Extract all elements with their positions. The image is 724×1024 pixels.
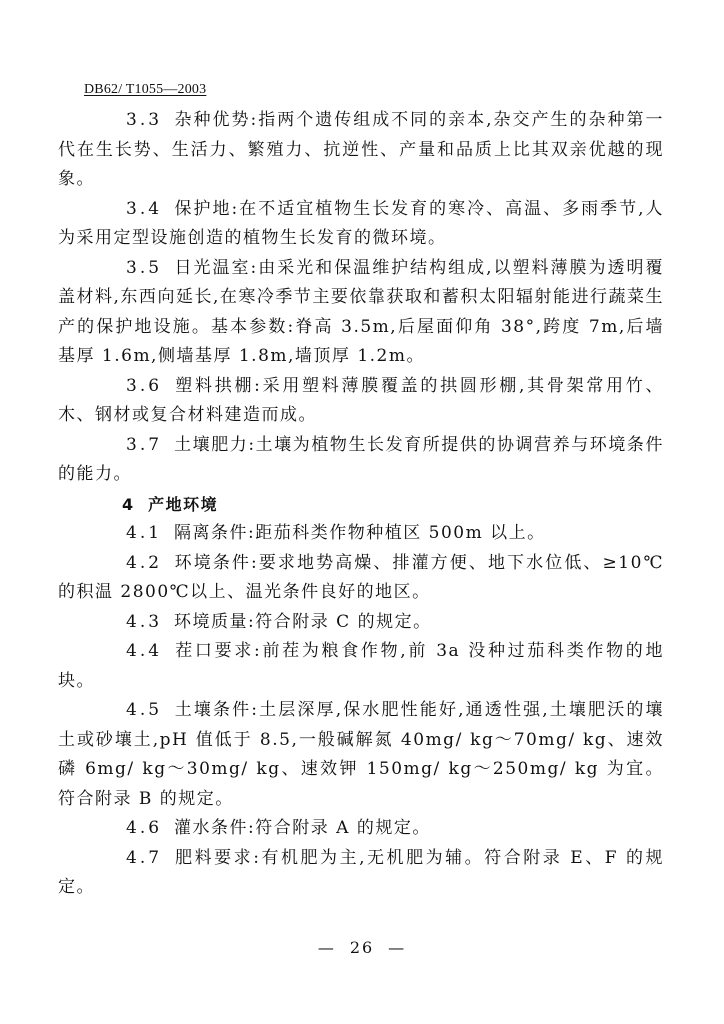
page-footer	[0, 938, 724, 957]
clause-text: 灌水条件:符合附录 A 的规定。	[174, 818, 431, 838]
section-number: 4	[122, 494, 137, 514]
clause-4-1	[58, 519, 664, 549]
clause-number: 3.4	[126, 198, 163, 219]
document-body	[58, 106, 664, 903]
clause-text: 隔离条件:距茄科类作物种植区 500m 以上。	[174, 523, 546, 543]
clause-3-5	[58, 254, 664, 372]
clause-text: 杂种优势:指两个遗传组成不同的亲本,杂交产生的杂种第一代在生长势、生活力、繁殖力、抗逆性、产量和品质上比其双亲优越的现象。	[58, 110, 664, 189]
footer-dash-left: —	[317, 938, 336, 957]
section-heading-4	[58, 490, 664, 520]
clause-number: 4.4	[126, 641, 163, 661]
clause-number: 4.7	[126, 847, 163, 868]
clause-text: 保护地:在不适宜植物生长发育的寒冷、高温、多雨季节,人为采用定型设施创造的植物生长发育的微环境。	[58, 198, 664, 248]
clause-text: 茬口要求:前茬为粮食作物,前 3a 没种过茄科类作物的地块。	[58, 641, 664, 691]
clause-number: 4.6	[126, 818, 163, 838]
clause-number: 4.5	[126, 700, 163, 720]
clause-number: 4.1	[126, 523, 163, 543]
clause-4-6	[58, 814, 664, 844]
clause-4-7	[58, 844, 664, 903]
clause-text: 日光温室:由采光和保温维护结构组成,以塑料薄膜为透明覆盖材料,东西向延长,在寒冷季节主要依靠获取和蓄积太阳辐射能进行蔬菜生产的保护地设施。基本参数:脊高 3.5m,后屋面仰角 38°,跨度 7m,后墙基厚 1.6m,侧墙基厚 1.8m,墙顶厚 1.2m。	[58, 257, 664, 366]
clause-3-7	[58, 431, 664, 490]
footer-dash-right: —	[388, 938, 407, 957]
document-code: DB62/ T1055—2003	[84, 82, 207, 97]
clause-number: 4.2	[126, 552, 163, 573]
clause-4-2	[58, 549, 664, 608]
clause-text: 环境质量:符合附录 C 的规定。	[174, 611, 432, 632]
clause-text: 肥料要求:有机肥为主,无机肥为辅。符合附录 E、F 的规定。	[58, 847, 664, 897]
clause-text: 土壤肥力:土壤为植物生长发育所提供的协调营养与环境条件的能力。	[58, 434, 664, 484]
clause-number: 3.3	[126, 110, 163, 130]
clause-text: 塑料拱棚:采用塑料薄膜覆盖的拱圆形棚,其骨架常用竹、木、钢材或复合材料建造而成。	[58, 375, 664, 425]
clause-3-4	[58, 195, 664, 254]
clause-text: 土壤条件:土层深厚,保水肥性能好,通透性强,土壤肥沃的壤土或砂壤土,pH 值低于 8.5,一般碱解氮 40mg/ kg～70mg/ kg、速效磷 6mg/ kg～30mg/ kg、速效钾 150mg/ kg～250mg/ kg 为宜。符合附录 B 的规定。	[58, 700, 664, 809]
clause-4-5	[58, 696, 664, 814]
clause-number: 3.7	[126, 434, 163, 455]
clause-3-6	[58, 372, 664, 431]
page-number: 26	[349, 938, 375, 957]
clause-number: 4.3	[126, 611, 163, 632]
clause-text: 环境条件:要求地势高燥、排灌方便、地下水位低、≥10℃的积温 2800℃以上、温光条件良好的地区。	[58, 552, 664, 602]
clause-4-3	[58, 608, 664, 638]
clause-4-4	[58, 637, 664, 696]
section-title: 产地环境	[148, 494, 219, 514]
clause-number: 3.6	[126, 375, 163, 396]
clause-3-3	[58, 106, 664, 195]
clause-number: 3.5	[126, 257, 163, 278]
